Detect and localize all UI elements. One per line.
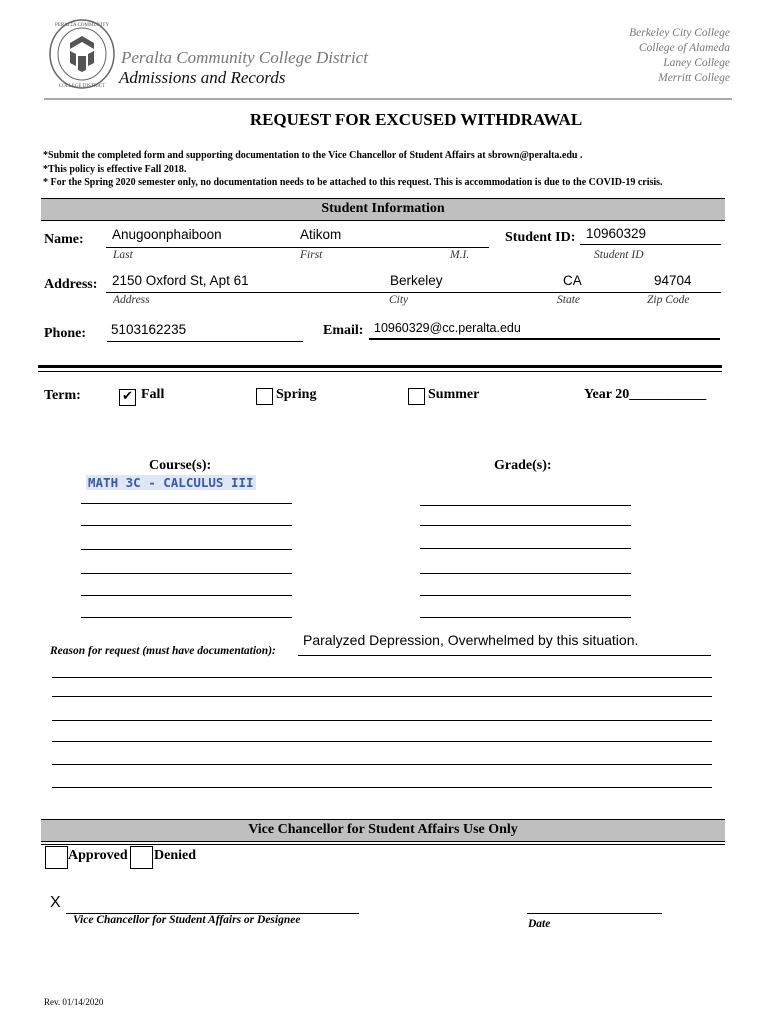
- first-name-field[interactable]: Atikom: [300, 227, 342, 242]
- address-field[interactable]: 2150 Oxford St, Apt 61: [112, 273, 249, 288]
- vc-heading: Vice Chancellor for Student Affairs Use Only: [248, 822, 518, 837]
- email-field[interactable]: 10960329@cc.peralta.edu: [374, 321, 521, 335]
- course-line: [81, 617, 292, 618]
- reason-line: [298, 655, 711, 656]
- zip-field[interactable]: 94704: [654, 273, 692, 288]
- course-line: [81, 573, 292, 574]
- reason-line: [52, 677, 712, 678]
- student-id-field[interactable]: 10960329: [586, 226, 647, 241]
- college-list: [629, 26, 730, 86]
- header-divider: [44, 98, 732, 100]
- last-caption: Last: [113, 249, 133, 261]
- address-underline: [106, 292, 721, 293]
- signature-caption: Vice Chancellor for Student Affairs or Designee: [73, 914, 301, 926]
- student-id-underline: [580, 244, 721, 245]
- summer-checkbox[interactable]: [408, 388, 425, 405]
- svg-text:COLLEGE DISTRICT: COLLEGE DISTRICT: [58, 84, 106, 89]
- name-label: Name:: [44, 232, 84, 247]
- svg-text:PERALTA COMMUNITY: PERALTA COMMUNITY: [54, 23, 110, 28]
- approved-checkbox[interactable]: [45, 846, 68, 869]
- department-name: Admissions and Records: [119, 68, 286, 87]
- year-field[interactable]: Year 20___________: [584, 387, 707, 402]
- first-caption: First: [300, 249, 323, 261]
- reason-line: [52, 720, 712, 721]
- section-divider: [38, 365, 722, 368]
- grade-line: [420, 548, 631, 549]
- district-name: Peralta Community College District: [121, 48, 368, 67]
- instructions: [43, 149, 663, 190]
- address-caption: Address: [113, 294, 150, 306]
- instruction-note: * For the Spring 2020 semester only, no documentation needs to be attached to this request. This is accommodation is due to the COVID-19 crisis.: [43, 177, 663, 188]
- email-underline: [369, 338, 720, 340]
- reason-line: [52, 741, 712, 742]
- approved-label: Approved: [68, 848, 128, 863]
- grades-heading: Grade(s):: [494, 458, 552, 473]
- phone-field[interactable]: 5103162235: [111, 322, 187, 337]
- fall-label: Fall: [141, 387, 165, 402]
- grade-line: [420, 595, 631, 596]
- courses-heading: Course(s):: [149, 458, 212, 473]
- course-line: [81, 503, 292, 504]
- grade-line: [420, 617, 631, 618]
- name-underline: [106, 247, 489, 248]
- grade-line: [420, 573, 631, 574]
- summer-label: Summer: [428, 387, 480, 402]
- address-label: Address:: [44, 277, 98, 292]
- instruction-note: *Submit the completed form and supporting documentation to the Vice Chancellor of Student Affairs at sbrown@peralta.edu .: [43, 150, 583, 161]
- mi-caption: M.I.: [450, 249, 470, 261]
- city-field[interactable]: Berkeley: [390, 273, 443, 288]
- vc-band-underline: [41, 844, 725, 845]
- spring-checkbox[interactable]: [256, 388, 273, 405]
- term-label: Term:: [44, 388, 81, 403]
- denied-label: Denied: [154, 848, 196, 863]
- college-name: College of Alameda: [638, 42, 730, 54]
- signature-x-mark: X: [50, 894, 61, 911]
- city-caption: City: [389, 294, 409, 306]
- reason-field[interactable]: Paralyzed Depression, Overwhelmed by this situation.: [303, 632, 639, 648]
- check-mark-icon: ✔: [122, 389, 133, 404]
- student-id-label: Student ID:: [505, 230, 576, 245]
- college-seal-logo: [48, 18, 116, 90]
- student-id-caption: Student ID: [594, 249, 644, 261]
- reason-line: [52, 764, 712, 765]
- course-field[interactable]: MATH 3C - CALCULUS III: [88, 475, 254, 490]
- student-info-heading: Student Information: [321, 201, 445, 216]
- zip-caption: Zip Code: [647, 294, 690, 306]
- spring-label: Spring: [276, 387, 317, 402]
- reason-label: Reason for request (must have documentation):: [50, 645, 276, 657]
- course-line: [81, 595, 292, 596]
- date-caption: Date: [528, 918, 551, 930]
- course-line: [81, 525, 292, 526]
- section-divider-thin: [38, 371, 722, 372]
- college-name: Merritt College: [658, 72, 730, 84]
- denied-checkbox[interactable]: [130, 846, 153, 869]
- college-name: Berkeley City College: [629, 27, 730, 39]
- reason-line: [52, 696, 712, 697]
- form-title: REQUEST FOR EXCUSED WITHDRAWAL: [249, 110, 583, 129]
- fall-checkbox[interactable]: [119, 389, 136, 406]
- state-field[interactable]: CA: [563, 273, 582, 288]
- last-name-field[interactable]: Anugoonphaiboon: [112, 227, 222, 242]
- instruction-note: *This policy is effective Fall 2018.: [43, 163, 187, 175]
- state-caption: State: [557, 294, 580, 306]
- phone-underline: [107, 341, 303, 342]
- date-line[interactable]: [527, 913, 662, 914]
- email-label: Email:: [323, 323, 364, 338]
- revision-date: Rev. 01/14/2020: [44, 997, 104, 1007]
- grade-line: [420, 505, 631, 506]
- college-name: Laney College: [663, 57, 730, 69]
- course-line: [81, 549, 292, 550]
- phone-label: Phone:: [44, 326, 86, 341]
- reason-line: [52, 787, 712, 788]
- grade-line: [420, 525, 631, 526]
